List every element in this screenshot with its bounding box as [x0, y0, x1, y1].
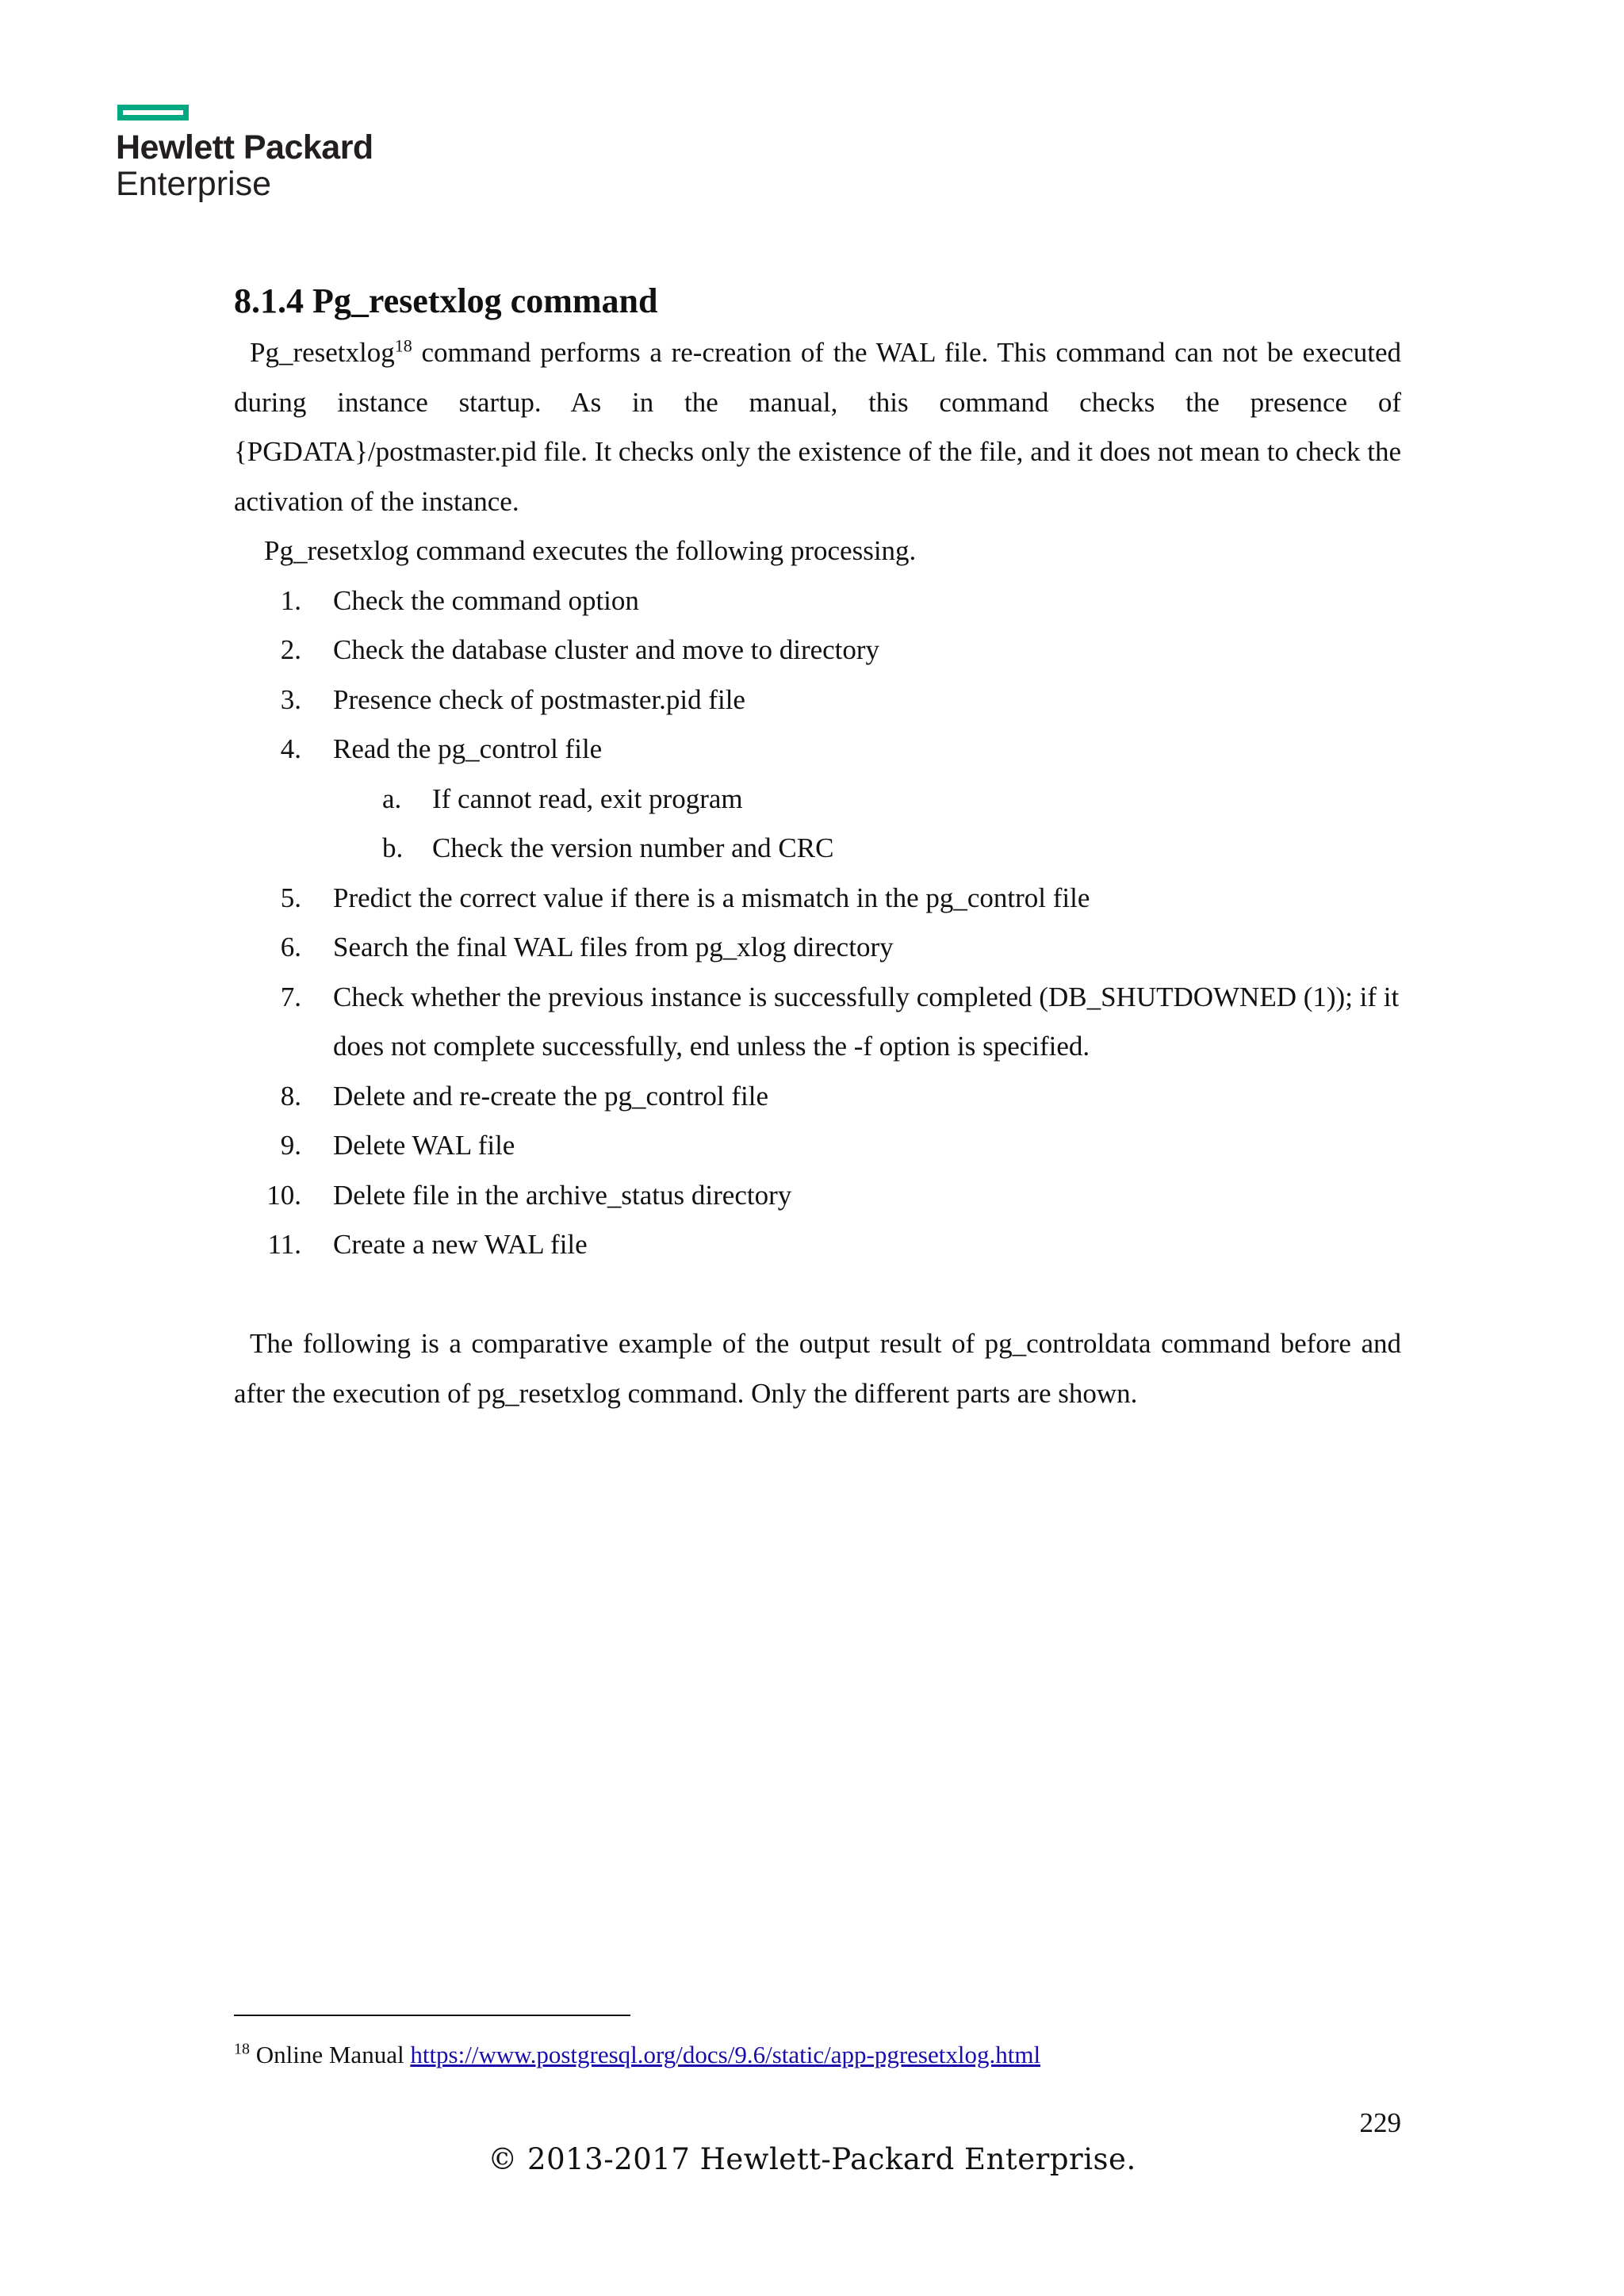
- sub-list-item: [234, 824, 1401, 874]
- step-text: Predict the correct value if there is a mismatch in the pg_control file: [333, 882, 1090, 913]
- list-item: [234, 1171, 1401, 1221]
- step-text: Presence check of postmaster.pid file: [333, 683, 745, 715]
- step-text: Check whether the previous instance is successfully completed (DB_SHUTDOWNED (1)); if it does not complete successfully, end unless the -f option is specified.: [333, 981, 1400, 1062]
- step-number: 2.: [280, 634, 301, 665]
- list-item: [234, 576, 1401, 626]
- substep-text: Check the version number and CRC: [432, 832, 834, 863]
- step-number: 9.: [280, 1130, 301, 1161]
- step-text: Check the database cluster and move to directory: [333, 634, 880, 665]
- step-text: Delete WAL file: [333, 1130, 515, 1161]
- substep-letter: a.: [382, 783, 402, 814]
- step-text: Create a new WAL file: [333, 1229, 588, 1260]
- list-item: [234, 626, 1401, 675]
- step-number: 3.: [280, 683, 301, 715]
- footnote: [234, 2039, 1040, 2071]
- hpe-logo-mark: [117, 105, 189, 121]
- list-item: [234, 1072, 1401, 1122]
- closing-paragraph: The following is a comparative example of the output result of pg_controldata command before and after the execution of pg_resetxlog command. Only the different parts are shown.: [234, 1328, 1401, 1409]
- step-text: Delete file in the archive_status directory: [333, 1179, 792, 1211]
- step-text: Search the final WAL files from pg_xlog directory: [333, 932, 894, 962]
- footnote-link[interactable]: https://www.postgresql.org/docs/9.6/static/app-pgresetxlog.html: [410, 2041, 1041, 2068]
- step-number: 6.: [280, 932, 301, 962]
- list-item: [234, 1121, 1401, 1171]
- processing-steps-list: [234, 576, 1401, 1270]
- processing-intro: Pg_resetxlog command executes the following processing.: [264, 535, 917, 566]
- step-number: 8.: [280, 1080, 301, 1112]
- logo-company-suffix: Enterprise: [116, 165, 271, 203]
- step-text: Delete and re-create the pg_control file: [333, 1080, 769, 1112]
- list-item: [234, 973, 1401, 1072]
- list-item: [234, 1220, 1401, 1270]
- list-item: [234, 675, 1401, 725]
- list-item: [234, 923, 1401, 973]
- step-number: 4.: [280, 733, 301, 764]
- step-text: Check the command option: [333, 584, 639, 616]
- substeps-list: [234, 775, 1401, 874]
- substep-text: If cannot read, exit program: [432, 783, 743, 814]
- footnote-label: Online Manual: [250, 2041, 411, 2068]
- logo-company-name: Hewlett Packard: [116, 128, 373, 166]
- step-number: 11.: [267, 1229, 301, 1260]
- step-number: 5.: [280, 882, 301, 913]
- step-text: Read the pg_control file: [333, 733, 603, 764]
- section-heading: 8.1.4 Pg_resetxlog command: [234, 281, 658, 320]
- page-body: [234, 274, 1401, 1418]
- paragraph-spacer: [234, 1270, 1401, 1320]
- step-number: 1.: [280, 584, 301, 616]
- copyright-notice: © 2013-2017 Hewlett-Packard Enterprise.: [488, 2142, 1136, 2176]
- page-number: 229: [1359, 2107, 1401, 2138]
- footnote-ref: 18: [394, 335, 412, 356]
- substep-letter: b.: [382, 832, 404, 863]
- intro-paragraph: [234, 328, 1401, 526]
- sub-list-item: [234, 775, 1401, 825]
- footnote-number: 18: [234, 2040, 250, 2058]
- intro-text: command performs a re-creation of the WAL file. This command can not be executed during instance startup. As in the manual, this command checks the presence of {PGDATA}/postmaster.pid file. It checks only the existence of the file, and it does not mean to check the activation of the instance.: [234, 337, 1401, 517]
- list-item: [234, 725, 1401, 874]
- intro-lead: Pg_resetxlog: [250, 337, 395, 368]
- hpe-logo: [116, 105, 373, 202]
- step-number: 10.: [266, 1179, 301, 1211]
- footnote-divider: [234, 2015, 630, 2016]
- list-item: [234, 874, 1401, 924]
- step-number: 7.: [280, 981, 301, 1012]
